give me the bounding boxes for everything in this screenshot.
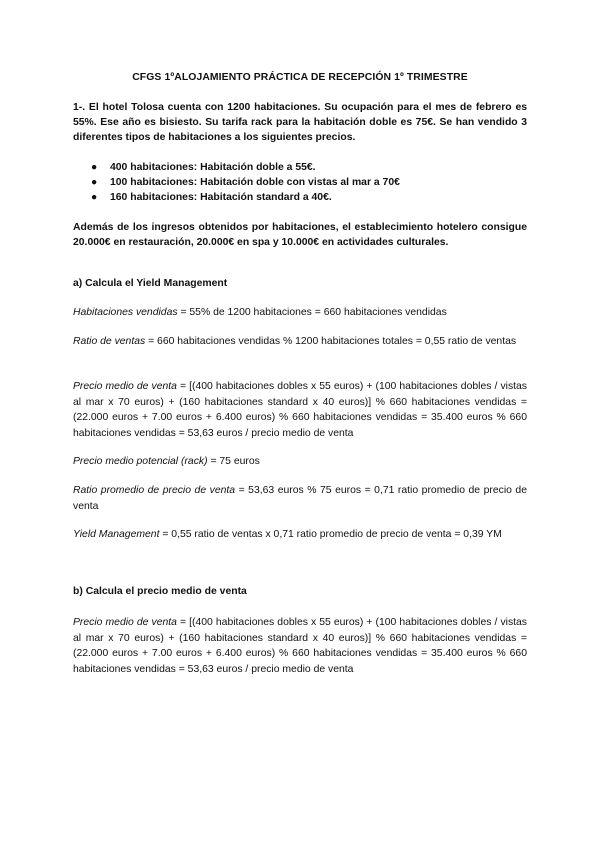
sales-ratio-paragraph bbox=[73, 334, 527, 350]
price-ratio-paragraph bbox=[73, 483, 527, 514]
formula-text: = [(400 habitaciones dobles x 55 euros) + (100 habitaciones dobles / vistas al mar x 70 euros) + (160 habitaciones standard x 40 euros)] % 660 habitaciones vendidas = (22.000 euros + 7.00 euros + 6.400 euros) % 660 habitaciones vendidas = 35.400 euros % 660 habitaciones vendidas = 53,63 euros / precio medio de venta bbox=[73, 617, 527, 675]
term-label: Habitaciones vendidas bbox=[73, 307, 178, 318]
list-item-text: 100 habitaciones: Habitación doble con vistas al mar a 70€ bbox=[110, 177, 400, 188]
additional-income-paragraph: Además de los ingresos obtenidos por habitaciones, el establecimiento hotelero consigue 20.000€ en restauración, 20.000€ en spa y 10.000€ en actividades culturales. bbox=[73, 222, 527, 248]
list-item-text: 160 habitaciones: Habitación standard a 40€. bbox=[110, 192, 332, 203]
formula-text: = 75 euros bbox=[207, 456, 260, 467]
formula-text: = 53,63 euros % 75 euros = 0,71 ratio promedio de precio de venta bbox=[73, 485, 527, 512]
formula-text: = 0,55 ratio de ventas x 0,71 ratio promedio de precio de venta = 0,39 YM bbox=[159, 529, 502, 540]
sold-rooms-paragraph bbox=[73, 305, 527, 321]
section-a-heading: a) Calcula el Yield Management bbox=[73, 278, 228, 289]
section-b-heading: b) Calcula el precio medio de venta bbox=[73, 586, 247, 597]
term-label: Precio medio de venta bbox=[73, 381, 177, 392]
list-item-text: 400 habitaciones: Habitación doble a 55€. bbox=[110, 162, 316, 173]
term-label: Ratio de ventas bbox=[73, 336, 146, 347]
yield-management-paragraph bbox=[73, 527, 527, 543]
term-label: Precio medio potencial (rack) bbox=[73, 456, 208, 467]
term-label: Ratio promedio de precio de venta bbox=[73, 485, 236, 496]
bullet-icon: ● bbox=[91, 192, 98, 203]
average-price-paragraph bbox=[73, 379, 527, 441]
term-label: Yield Management bbox=[73, 529, 160, 540]
document-title: CFGS 1ºALOJAMIENTO PRÁCTICA DE RECEPCIÓN 1º TRIMESTRE bbox=[132, 72, 468, 83]
room-sales-list bbox=[73, 160, 400, 205]
bullet-icon: ● bbox=[91, 177, 98, 188]
exercise-statement: 1-. El hotel Tolosa cuenta con 1200 habitaciones. Su ocupación para el mes de febrero es 55%. Ese año es bisiesto. Su tarifa rack para la habitación doble es 75€. Se han vendido 3 diferentes tipos de habitaciones a los siguientes precios. bbox=[73, 102, 527, 143]
formula-text: = [(400 habitaciones dobles x 55 euros) + (100 habitaciones dobles / vistas al mar x 70 euros) + (160 habitaciones standard x 40 euros)] % 660 habitaciones vendidas = (22.000 euros + 7.00 euros + 6.400 euros) % 660 habitaciones vendidas = 35.400 euros % 660 habitaciones vendidas = 53,63 euros / precio medio de venta bbox=[73, 381, 527, 439]
list-item bbox=[73, 160, 400, 175]
list-item bbox=[73, 190, 400, 205]
list-item bbox=[73, 175, 400, 190]
rack-price-paragraph bbox=[73, 454, 527, 470]
term-label: Precio medio de venta bbox=[73, 617, 177, 628]
formula-text: = 55% de 1200 habitaciones = 660 habitaciones vendidas bbox=[177, 307, 447, 318]
bullet-icon: ● bbox=[91, 162, 98, 173]
formula-text: = 660 habitaciones vendidas % 1200 habitaciones totales = 0,55 ratio de ventas bbox=[145, 336, 517, 347]
average-price-paragraph-b bbox=[73, 615, 527, 677]
